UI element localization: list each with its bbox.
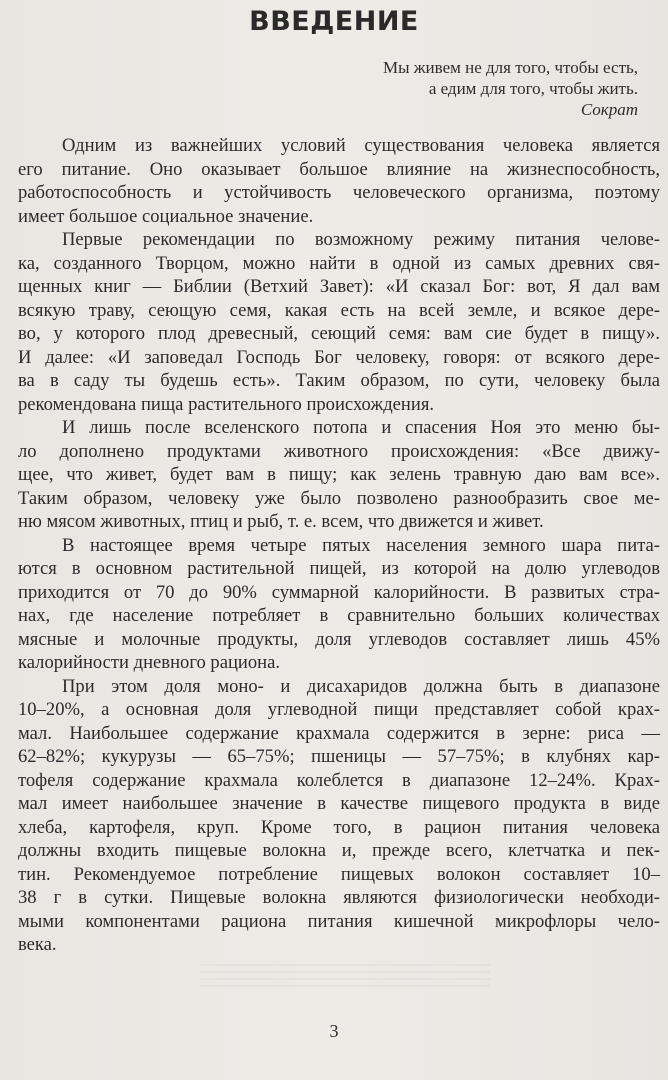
text-line: щенных книг — Библии (Ветхий Завет): «И сказал Бог: вот, Я дал вам bbox=[18, 276, 660, 297]
text-line: Таким образом, человеку уже было позволено разнообразить свое ме- bbox=[18, 487, 660, 509]
text-line: мыми компонентами рациона питания кишечной микрофлоры чело- bbox=[18, 910, 660, 932]
text-line: 10–20%, а основная доля углеводной пищи представляет собой крах- bbox=[18, 699, 660, 720]
text-line: При этом доля моно- и дисахаридов должна быть в диапазоне bbox=[62, 675, 660, 697]
text-line: хлеба, картофеля, круп. Кроме того, в рацион питания человека bbox=[18, 816, 660, 838]
body-text bbox=[18, 134, 660, 957]
text-line: мал. Наибольшее содержание крахмала содержится в зерне: риса — bbox=[18, 722, 660, 744]
text-line: во, у которого плод древесный, сеющий семя: вам сие будет в пищу». bbox=[18, 323, 660, 344]
text-line: щее, что живет, будет вам в пищу; как зелень травную даю вам все». bbox=[18, 464, 660, 485]
text-line: ка, созданного Творцом, можно найти в одной из самых древних свя- bbox=[18, 252, 660, 274]
text-line: ются в основном растительной пищей, из которой на долю углеводов bbox=[18, 558, 660, 579]
epigraph-line: Мы живем не для того, чтобы есть, bbox=[383, 58, 638, 77]
text-line: калорийности дневного рациона. bbox=[18, 652, 281, 673]
epigraph-author: Сократ bbox=[580, 100, 638, 119]
text-line: работоспособность и устойчивость человеческого организма, поэтому bbox=[18, 182, 660, 203]
text-line: должны входить пищевые волокна и, прежде всего, клетчатка и пек- bbox=[18, 840, 660, 861]
text-line: имеет большое социальное значение. bbox=[18, 205, 314, 227]
epigraph-line: а едим для того, чтобы жить. bbox=[428, 79, 638, 98]
bleed-through-shadow bbox=[200, 962, 490, 992]
text-line: 38 г в сутки. Пищевые волокна являются физиологически необходи- bbox=[18, 887, 660, 908]
text-line: И далее: «И заповедал Господь Бог человеку, говоря: от всякого дере- bbox=[18, 346, 660, 368]
text-line: мал имеет наибольшее значение в качестве пищевого продукта в виде bbox=[18, 793, 660, 814]
text-line: В настоящее время четыре пятых населения земного шара пита- bbox=[62, 534, 660, 556]
text-line: Первые рекомендации по возможному режиму питания челове- bbox=[62, 229, 660, 250]
text-line: тофеля содержание крахмала колеблется в диапазоне 12–24%. Крах- bbox=[18, 769, 660, 791]
text-line: ло дополнено продуктами животного происхождения: «Все движу- bbox=[18, 440, 660, 462]
text-line: рекомендована пища растительного происхождения. bbox=[18, 393, 435, 415]
text-line: нах, где население потребляет в сравнительно больших количествах bbox=[18, 605, 660, 626]
text-line: ню мясом животных, птиц и рыб, т. е. всем, что движется и живет. bbox=[18, 511, 544, 532]
text-line: И лишь после вселенского потопа и спасения Ноя это меню бы- bbox=[62, 417, 660, 438]
text-line: 62–82%; кукурузы — 65–75%; пшеницы — 57–75%; в клубнях кар- bbox=[18, 746, 660, 767]
text-line: приходится от 70 до 90% суммарной калорийности. В развитых стра- bbox=[18, 581, 660, 603]
epigraph bbox=[308, 57, 638, 120]
text-line: всякую траву, сеющую семя, какая есть на всей земле, и всякое дере- bbox=[18, 299, 660, 321]
text-line: века. bbox=[18, 934, 57, 955]
page-number: 3 bbox=[329, 1021, 339, 1041]
text-line: тин. Рекомендуемое потребление пищевых волокон составляет 10– bbox=[18, 863, 660, 885]
text-line: мясные и молочные продукты, доля углеводов составляет лишь 45% bbox=[18, 628, 660, 650]
text-line: его питание. Оно оказывает большое влияние на жизнеспособность, bbox=[18, 158, 660, 180]
text-line: ва в саду ты будешь есть». Таким образом, по сути, человеку была bbox=[18, 370, 660, 391]
page-title: ВВЕДЕНИЕ bbox=[249, 6, 419, 37]
text-line: Одним из важнейших условий существования человека является bbox=[62, 135, 660, 156]
